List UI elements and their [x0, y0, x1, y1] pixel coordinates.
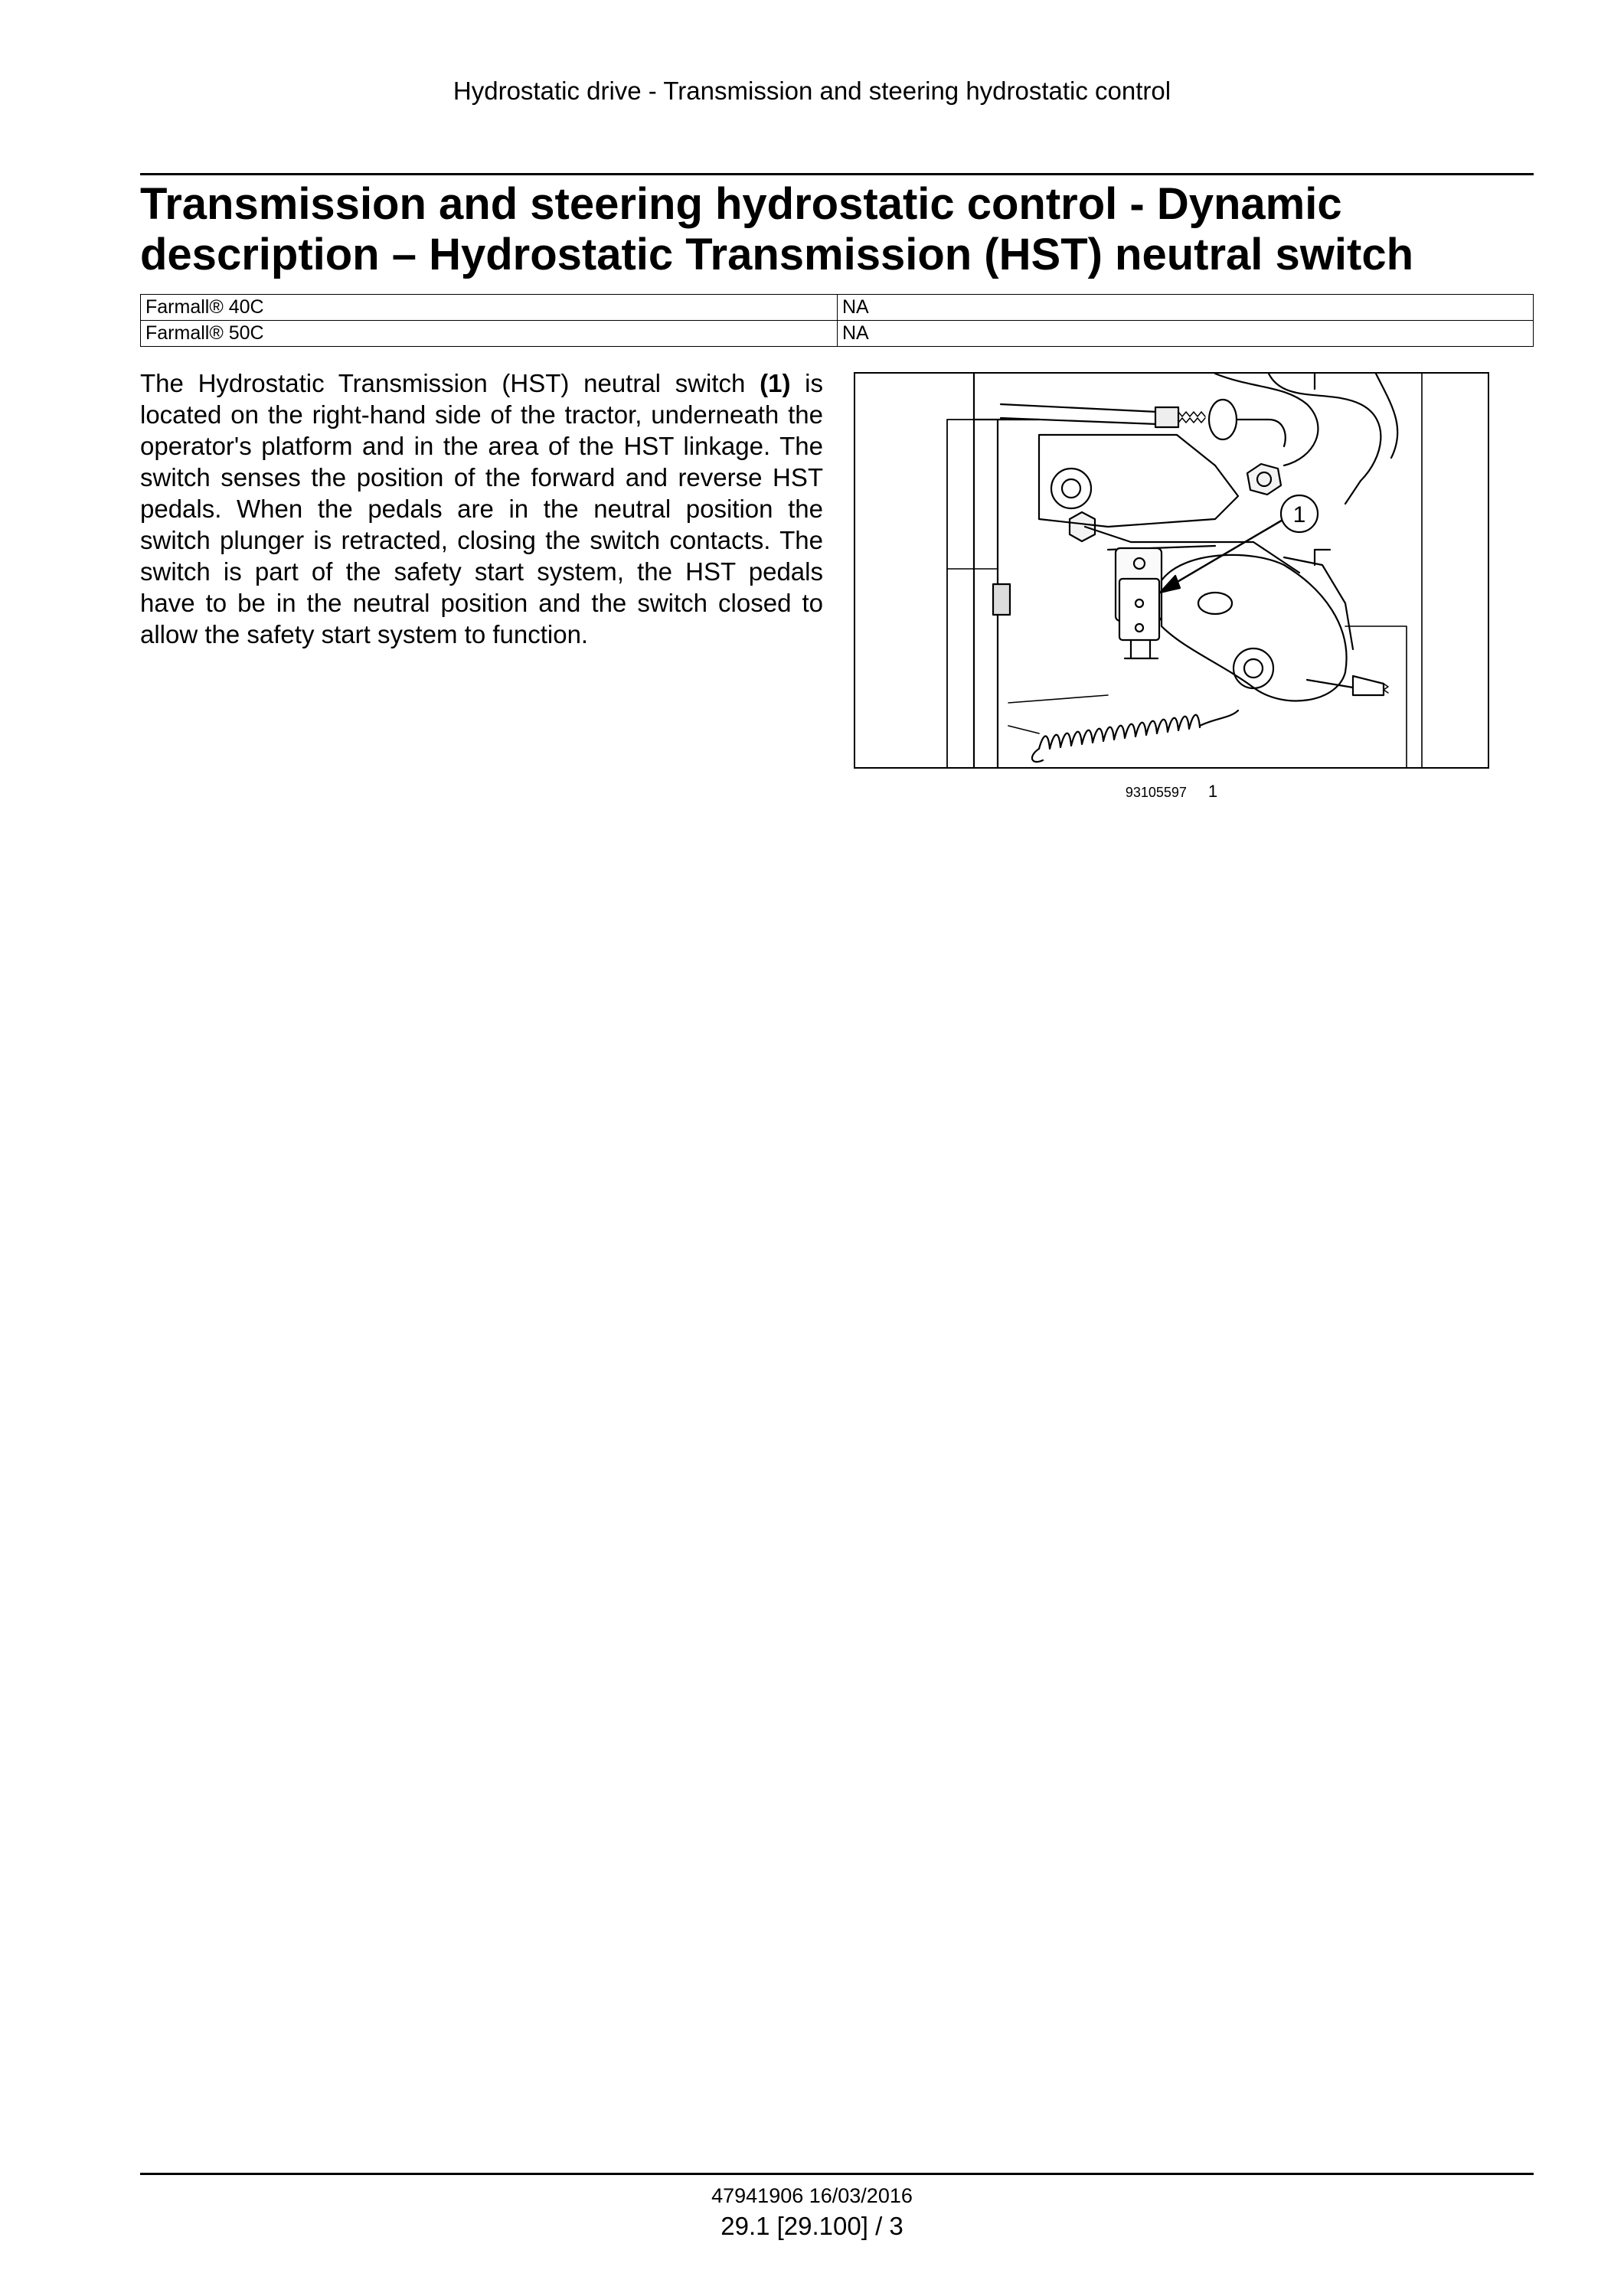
pivot-bolt	[1051, 469, 1091, 508]
frame-rail-outer	[947, 420, 974, 767]
description-paragraph	[140, 367, 823, 650]
hex-nut	[1247, 464, 1281, 495]
image-code: 93105597	[1125, 785, 1187, 800]
callout-label: 1	[1292, 502, 1306, 527]
rod-nut	[1155, 407, 1178, 427]
paragraph-text-end: is located on the right-hand side of the tractor, underneath the operator's platform and in the area of the HST linkage. The switch senses the position of the forward and reverse HST pedals. When the pedals are in the neutral position the switch plunger is retracted, closing the switch contacts. The switch is part of the safety start system, the HST pedals have to be in the neutral position and the switch closed to allow the safety start system to function.	[140, 369, 823, 648]
paragraph-text-start: The Hydrostatic Transmission (HST) neutral switch	[140, 369, 760, 397]
linkage-plate	[1039, 435, 1238, 527]
running-header: Hydrostatic drive - Transmission and steering hydrostatic control	[453, 77, 1171, 105]
callout-reference: (1)	[760, 369, 791, 397]
figure-caption	[854, 782, 1489, 802]
hst-switch-illustration	[854, 372, 1489, 769]
header-rule	[140, 173, 1534, 175]
figure-number: 1	[1207, 782, 1218, 801]
table-row	[141, 295, 1534, 321]
cam-plate	[1162, 555, 1347, 701]
hex-bolt	[1070, 512, 1095, 541]
rod-thread	[1178, 412, 1205, 423]
applicability-cell: NA	[838, 295, 1534, 321]
model-cell: Farmall® 50C	[141, 321, 838, 347]
frame-rail	[974, 374, 1039, 767]
linkage-upper	[1215, 374, 1318, 465]
footer-rule	[140, 2173, 1534, 2175]
switch-plunger	[1125, 640, 1158, 658]
model-cell: Farmall® 40C	[141, 295, 838, 321]
section-title: Transmission and steering hydrostatic control - Dynamic description – Hydrostatic Transmission (HST) neutral switch	[140, 179, 1414, 279]
table-row	[141, 321, 1534, 347]
return-spring	[1039, 715, 1200, 749]
frame-bracket	[993, 584, 1010, 615]
rod-end	[1209, 400, 1237, 439]
control-rod	[1001, 404, 1158, 424]
model-applicability-table	[140, 294, 1534, 347]
applicability-cell: NA	[838, 321, 1534, 347]
page-reference: 29.1 [29.100] / 3	[721, 2212, 903, 2240]
document-id: 47941906 16/03/2016	[711, 2184, 913, 2207]
